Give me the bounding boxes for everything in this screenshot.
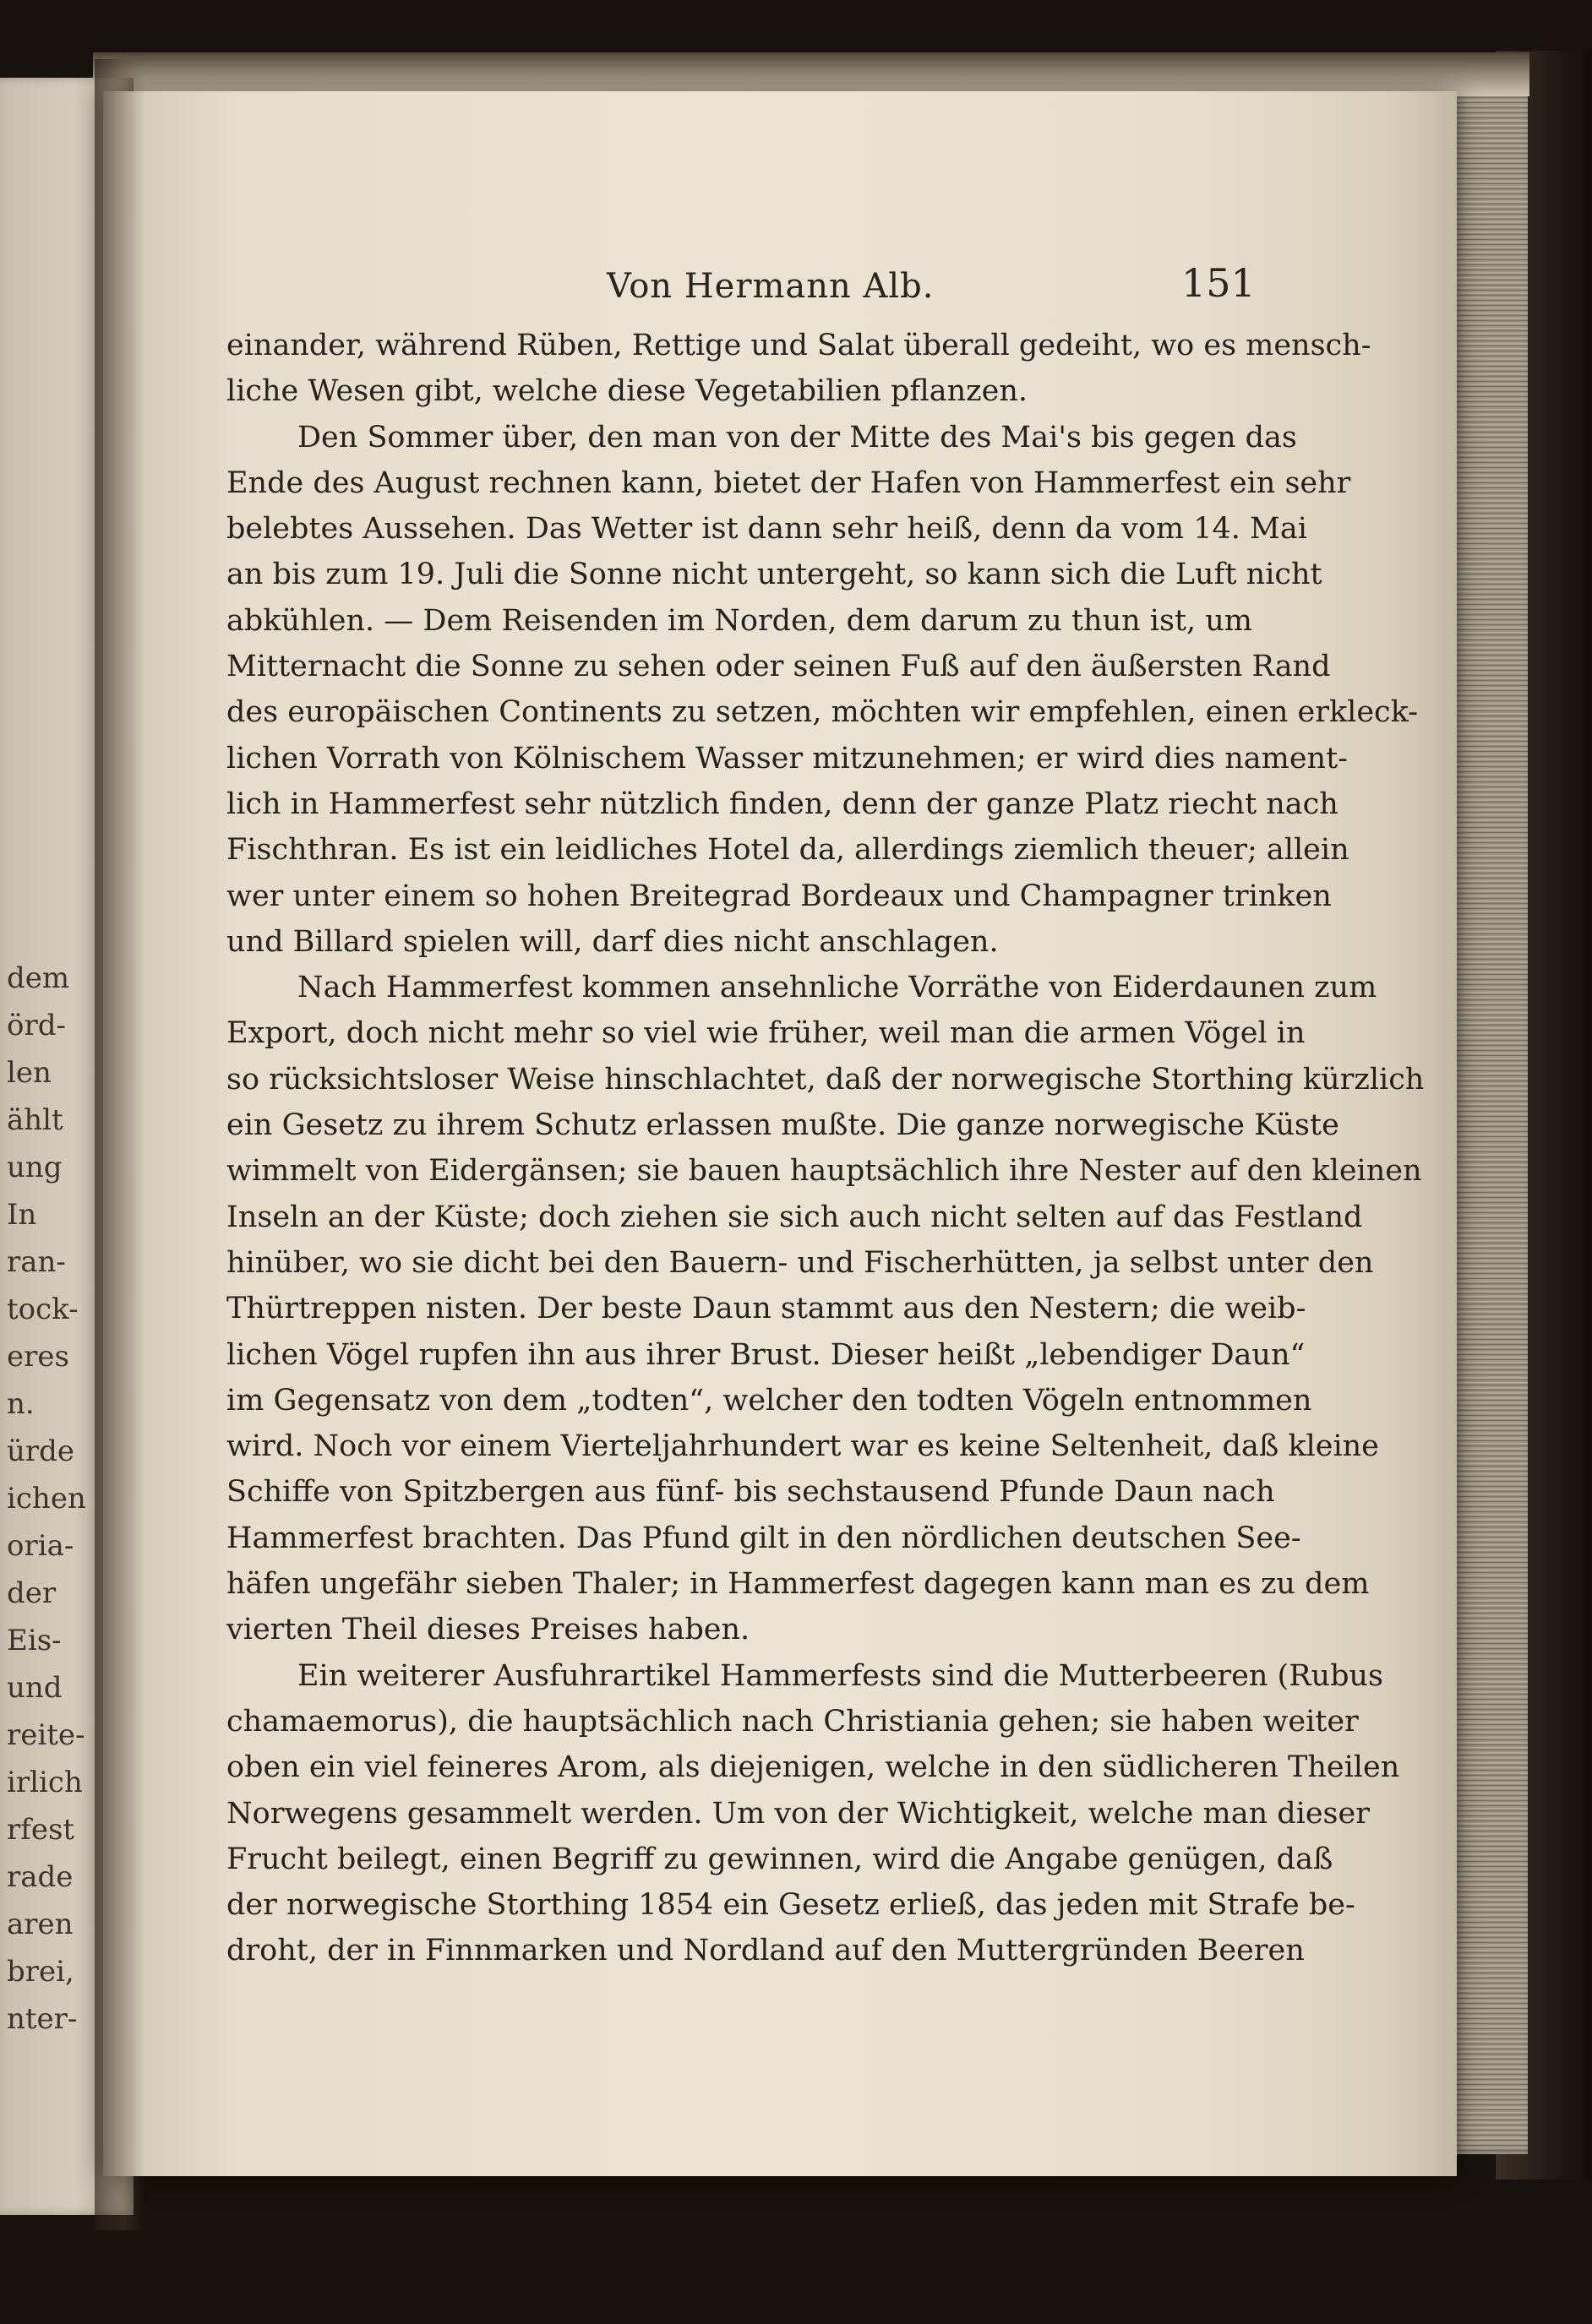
text-line: an bis zum 19. Juli die Sonne nicht untergeht, so kann sich die Luft nicht	[226, 558, 1322, 592]
text-line: vierten Theil dieses Preises haben.	[226, 1613, 750, 1647]
left-page-fragment: ürde	[7, 1434, 75, 1468]
text-line: Nach Hammerfest kommen ansehnliche Vorräthe von Eiderdaunen zum	[297, 971, 1377, 1005]
left-page-fragment: reite-	[7, 1718, 85, 1752]
text-line: Mitternacht die Sonne zu sehen oder seinen Fuß auf den äußersten Rand	[226, 650, 1331, 684]
text-line: Ein weiterer Ausfuhrartikel Hammerfests sind die Mutterbeeren (Rubus	[297, 1658, 1384, 1693]
left-page-fragment: ran-	[7, 1245, 66, 1279]
text-line: der norwegische Storthing 1854 ein Gesetz erließ, das jeden mit Strafe be-	[226, 1888, 1355, 1923]
binding-gutter	[95, 59, 145, 2230]
text-line: Den Sommer über, den man von der Mitte des Mai's bis gegen das	[297, 420, 1297, 454]
text-line: lichen Vorrath von Kölnischem Wasser mitzunehmen; er wird dies nament-	[226, 741, 1348, 776]
left-page-fragment: und	[7, 1671, 63, 1705]
left-page-fragment: n.	[7, 1387, 35, 1421]
text-line: häfen ungefähr sieben Thaler; in Hammerfest dagegen kann man es zu dem	[226, 1567, 1370, 1602]
text-line: Export, doch nicht mehr so viel wie früher, weil man die armen Vögel in	[226, 1016, 1306, 1051]
text-line: Fischthran. Es ist ein leidliches Hotel da, allerdings ziemlich theuer; allein	[226, 833, 1349, 868]
left-page-fragment: ichen	[7, 1482, 86, 1516]
left-page-fragment: eres	[7, 1340, 69, 1374]
text-line: hinüber, wo sie dicht bei den Bauern- und Fischerhütten, ja selbst unter den	[226, 1245, 1374, 1280]
text-line: oben ein viel feineres Arom, als diejenigen, welche in den südlicheren Theilen	[226, 1750, 1400, 1785]
text-line: Schiffe von Spitzbergen aus fünf- bis sechstausend Pfunde Daun nach	[226, 1475, 1275, 1510]
text-line: des europäischen Continents zu setzen, möchten wir empfehlen, einen erkleck-	[226, 695, 1419, 730]
page-number: 151	[1181, 260, 1256, 306]
left-page-fragment: dem	[7, 961, 70, 995]
text-line: droht, der in Finnmarken und Nordland auf den Muttergründen Beeren	[226, 1934, 1305, 1968]
text-line: abkühlen. — Dem Reisenden im Norden, dem darum zu thun ist, um	[226, 603, 1252, 638]
text-line: Hammerfest brachten. Das Pfund gilt in den nördlichen deutschen See-	[226, 1521, 1301, 1555]
text-line: und Billard spielen will, darf dies nicht anschlagen.	[226, 924, 999, 959]
left-page-fragment: der	[7, 1576, 57, 1610]
page-header	[0, 255, 1592, 314]
page-top-edge	[93, 52, 1529, 96]
text-line: wimmelt von Eidergänsen; sie bauen hauptsächlich ihre Nester auf den kleinen	[226, 1154, 1422, 1189]
text-line: ein Gesetz zu ihrem Schutz erlassen mußte. Die ganze norwegische Küste	[226, 1108, 1339, 1143]
text-line: wird. Noch vor einem Vierteljahrhundert war es keine Seltenheit, daß kleine	[226, 1429, 1379, 1464]
running-head: Von Hermann Alb.	[607, 267, 935, 306]
text-line: Thürtreppen nisten. Der beste Daun stammt aus den Nestern; die weib-	[226, 1292, 1306, 1326]
text-line: Ende des August rechnen kann, bietet der Hafen von Hammerfest ein sehr	[226, 465, 1351, 500]
left-page-fragment: brei,	[7, 1955, 74, 1989]
text-line: einander, während Rüben, Rettige und Salat überall gedeiht, wo es mensch-	[226, 329, 1371, 362]
text-line: im Gegensatz von dem „todten“, welcher den todten Vögeln entnommen	[226, 1383, 1312, 1418]
text-line: chamaemorus), die hauptsächlich nach Christiania gehen; sie haben weiter	[226, 1704, 1359, 1739]
text-line: Frucht beilegt, einen Begriff zu gewinnen, wird die Angabe genügen, daß	[226, 1842, 1333, 1876]
left-page-fragment: tock-	[7, 1293, 79, 1326]
text-line: so rücksichtsloser Weise hinschlachtet, daß der norwegische Storthing kürzlich	[226, 1062, 1425, 1097]
text-line: wer unter einem so hohen Breitegrad Bordeaux und Champagner trinken	[226, 879, 1332, 913]
left-page-fragment: aren	[7, 1908, 74, 1941]
text-line: belebtes Aussehen. Das Wetter ist dann sehr heiß, denn da vom 14. Mai	[226, 512, 1307, 547]
body-text	[226, 323, 1425, 1974]
left-page-fragment: örd-	[7, 1009, 66, 1042]
text-line: lich in Hammerfest sehr nützlich finden, denn der ganze Platz riecht nach	[226, 786, 1338, 821]
left-page-fragment: Eis-	[7, 1624, 62, 1657]
text-line: Inseln an der Küste; doch ziehen sie sich auch nicht selten auf das Festland	[226, 1200, 1363, 1234]
left-page-fragment: rade	[7, 1860, 74, 1894]
left-page-fragment: ung	[7, 1151, 63, 1184]
left-page-fragment: irlich	[7, 1766, 83, 1799]
left-page-fragment: ählt	[7, 1103, 63, 1137]
left-page-fragment: rfest	[7, 1813, 75, 1847]
text-line: liche Wesen gibt, welche diese Vegetabilien pflanzen.	[226, 374, 1028, 409]
page-stack-edge	[1450, 68, 1528, 2154]
left-page-fragment: oria-	[7, 1529, 74, 1563]
left-page-fragment: In	[7, 1198, 37, 1232]
left-page-fragment: len	[7, 1056, 52, 1090]
left-page-fragment: nter-	[7, 2002, 78, 2036]
text-line: lichen Vögel rupfen ihn aus ihrer Brust. Dieser heißt „lebendiger Daun“	[226, 1337, 1306, 1372]
text-line: Norwegens gesammelt werden. Um von der Wichtigkeit, welche man dieser	[226, 1796, 1370, 1831]
